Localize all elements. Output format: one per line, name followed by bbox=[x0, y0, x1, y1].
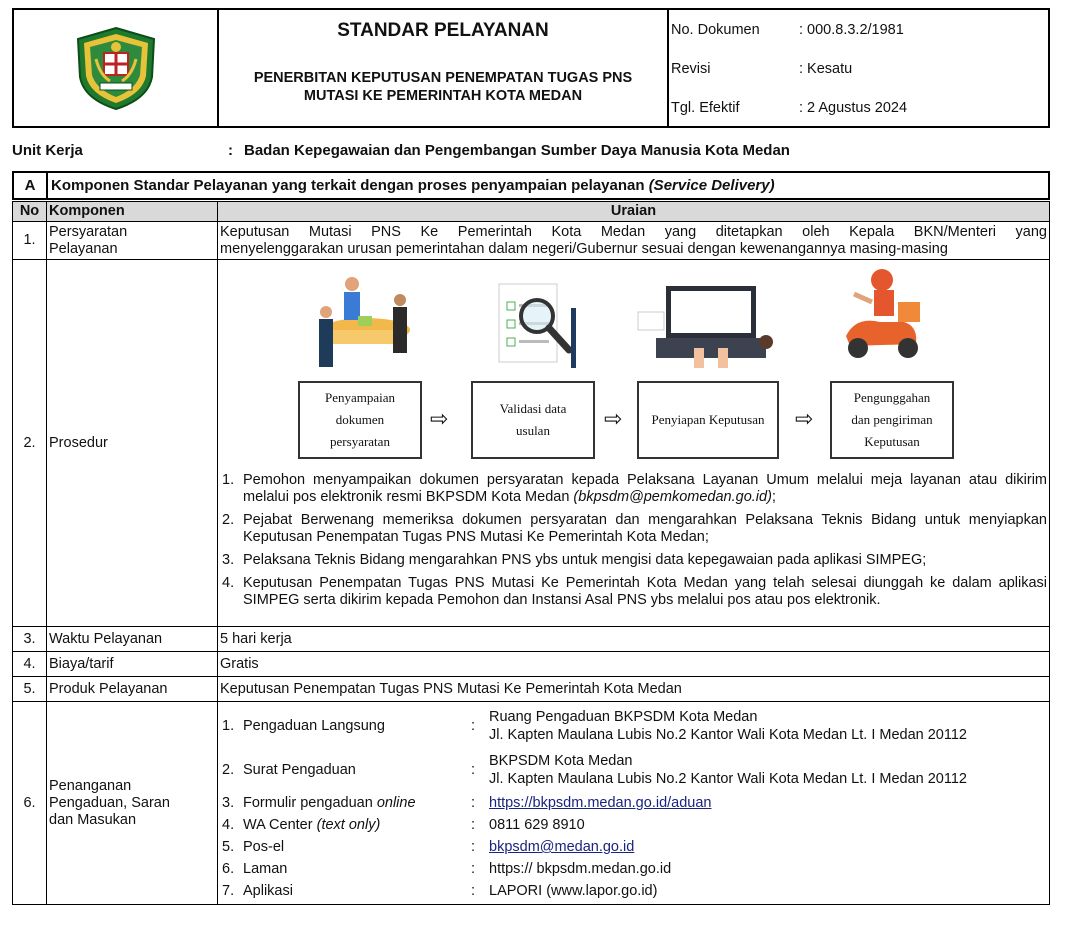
laptop-work-illustration-icon bbox=[636, 282, 778, 370]
step-text: Pelaksana Teknis Bidang mengarahkan PNS ybs untuk mengisi data kepegawaian pada aplikasi SIMPEG; bbox=[243, 552, 927, 568]
channel-number: 4. bbox=[222, 817, 235, 833]
meta-row-revision bbox=[671, 49, 1048, 88]
flow-arrow-icon: ⇨ bbox=[430, 406, 449, 431]
row-uraian: Keputusan Penempatan Tugas PNS Mutasi Ke Pemerintah Kota Medan bbox=[218, 677, 1050, 702]
flow-text: Penyampaian bbox=[324, 390, 396, 405]
step-number: 1. bbox=[222, 472, 235, 488]
meta-label: Tgl. Efektif bbox=[671, 99, 740, 116]
channel-value bbox=[489, 752, 967, 788]
row-uraian: 5 hari kerja bbox=[218, 627, 1050, 652]
complaint-channel bbox=[218, 792, 1049, 814]
channel-colon: : bbox=[471, 762, 476, 778]
channel-label: Pos-el bbox=[243, 839, 285, 855]
channel-colon: : bbox=[471, 718, 476, 734]
uraian-line: menyelenggarakan urusan pemerintahan dalam negeri/Gubernur sesuai dengan kewenangannya masing-masing bbox=[220, 240, 948, 257]
flow-text: dan pengiriman bbox=[851, 412, 933, 427]
list-item bbox=[218, 552, 1049, 569]
row-komponen: Produk Pelayanan bbox=[47, 677, 218, 702]
complaint-form-link[interactable]: https://bkpsdm.medan.go.id/aduan bbox=[489, 795, 712, 811]
unit-colon: : bbox=[228, 142, 233, 159]
service-desk-illustration-icon bbox=[308, 272, 418, 377]
table-row bbox=[13, 627, 1050, 652]
table-row bbox=[13, 652, 1050, 677]
title-cell bbox=[219, 10, 669, 126]
kota-medan-emblem-icon bbox=[74, 25, 158, 111]
row-number: 2. bbox=[13, 260, 47, 627]
row-komponen bbox=[47, 702, 218, 905]
flow-text: Keputusan bbox=[864, 434, 920, 449]
step-number: 4. bbox=[222, 575, 235, 591]
channel-label: Aplikasi bbox=[243, 883, 293, 899]
channel-value-line: Jl. Kapten Maulana Lubis No.2 Kantor Wali Kota Medan Lt. I Medan 20112 bbox=[489, 727, 967, 743]
flow-step-preparation bbox=[637, 381, 779, 459]
list-item bbox=[218, 575, 1049, 609]
flow-text: usulan bbox=[516, 423, 550, 438]
row-uraian bbox=[218, 222, 1050, 260]
komponen-line: Pengaduan, Saran bbox=[49, 794, 170, 811]
channel-value-line: Ruang Pengaduan BKPSDM Kota Medan bbox=[489, 709, 758, 725]
complaint-channel bbox=[218, 704, 1049, 748]
table-row bbox=[13, 702, 1050, 905]
channel-label: Surat Pengaduan bbox=[243, 762, 356, 778]
procedure-steps bbox=[218, 472, 1049, 624]
document-subtitle bbox=[219, 69, 667, 105]
section-title-italic: (Service Delivery) bbox=[648, 177, 775, 194]
list-item bbox=[218, 472, 1049, 506]
komponen-line: dan Masukan bbox=[49, 811, 137, 828]
table-row bbox=[13, 222, 1050, 260]
header-no: No bbox=[13, 202, 47, 222]
channel-number: 7. bbox=[222, 883, 235, 899]
step-text-main: Pemohon menyampaikan dokumen persyaratan kepada Pelaksana Layanan Umum melalui meja layanan atau dikirim melalui pos elektronik resmi BKPSDM Kota Medan bbox=[243, 472, 1047, 505]
complaint-channel bbox=[218, 748, 1049, 792]
flow-text: persyaratan bbox=[330, 434, 390, 449]
table-row bbox=[13, 677, 1050, 702]
flow-text: Pengunggahan bbox=[853, 390, 931, 405]
step-text bbox=[243, 472, 1049, 506]
channel-colon: : bbox=[471, 817, 476, 833]
channel-value bbox=[489, 708, 967, 744]
channel-label: Pengaduan Langsung bbox=[243, 718, 385, 734]
meta-value: : 000.8.3.2/1981 bbox=[799, 21, 904, 38]
row-komponen bbox=[47, 222, 218, 260]
document-magnifier-illustration-icon bbox=[493, 278, 583, 370]
meta-label: No. Dokumen bbox=[671, 21, 760, 38]
flow-text: Validasi data bbox=[499, 401, 567, 416]
meta-row-document-number bbox=[671, 10, 1048, 49]
channel-value-line: Jl. Kapten Maulana Lubis No.2 Kantor Wali Kota Medan Lt. I Medan 20112 bbox=[489, 771, 967, 787]
website-url: https:// bkpsdm.medan.go.id bbox=[489, 861, 672, 877]
table-row bbox=[13, 260, 1050, 627]
delivery-scooter-illustration-icon bbox=[836, 266, 928, 366]
channel-colon: : bbox=[471, 839, 476, 855]
meta-value: : 2 Agustus 2024 bbox=[799, 99, 908, 116]
channel-number: 3. bbox=[222, 795, 235, 811]
channel-colon: : bbox=[471, 795, 476, 811]
flow-text: Penyiapan Keputusan bbox=[651, 412, 765, 427]
channel-label: Laman bbox=[243, 861, 288, 877]
flow-step-submission bbox=[298, 381, 422, 459]
row-number: 6. bbox=[13, 702, 47, 905]
channel-label-italic: (text only) bbox=[316, 817, 381, 833]
procedure-flowchart bbox=[218, 260, 1049, 472]
channel-colon: : bbox=[471, 883, 476, 899]
section-title bbox=[48, 177, 775, 194]
channel-label-text: Formulir pengaduan bbox=[243, 795, 377, 811]
komponen-line: Penanganan bbox=[49, 777, 132, 794]
row-uraian: Gratis bbox=[218, 652, 1050, 677]
komponen-line: Persyaratan bbox=[49, 223, 128, 240]
document-meta bbox=[669, 10, 1048, 126]
uraian-line: Keputusan Mutasi PNS Ke Pemerintah Kota Medan yang ditetapkan oleh Kepala BKN/Menteri yang bbox=[220, 223, 1047, 240]
step-number: 3. bbox=[222, 552, 235, 568]
channel-value-line: BKPSDM Kota Medan bbox=[489, 753, 633, 769]
header-komponen: Komponen bbox=[47, 202, 218, 222]
unit-value: Badan Kepegawaian dan Pengembangan Sumber Daya Manusia Kota Medan bbox=[244, 142, 790, 159]
flow-arrow-icon: ⇨ bbox=[604, 406, 623, 431]
row-komponen: Waktu Pelayanan bbox=[47, 627, 218, 652]
email-link[interactable]: bkpsdm@medan.go.id bbox=[489, 839, 635, 855]
header-uraian: Uraian bbox=[218, 202, 1050, 222]
row-number: 1. bbox=[13, 222, 47, 260]
flow-text: dokumen bbox=[335, 412, 385, 427]
subtitle-line: MUTASI KE PEMERINTAH KOTA MEDAN bbox=[303, 88, 583, 104]
flow-step-upload-delivery bbox=[830, 381, 954, 459]
channel-colon: : bbox=[471, 861, 476, 877]
channel-label-italic: online bbox=[376, 795, 416, 811]
complaint-channel bbox=[218, 814, 1049, 836]
row-number: 3. bbox=[13, 627, 47, 652]
section-a-header bbox=[12, 171, 1050, 200]
step-text-tail: ; bbox=[771, 489, 776, 505]
channel-label bbox=[243, 816, 471, 834]
komponen-line: Pelayanan bbox=[49, 240, 118, 257]
channel-label-text: WA Center bbox=[243, 817, 317, 833]
document-title: STANDAR PELAYANAN bbox=[337, 20, 549, 41]
table-header-row bbox=[13, 202, 1050, 222]
complaint-channel bbox=[218, 880, 1049, 902]
flow-step-validation bbox=[471, 381, 595, 459]
unit-label: Unit Kerja bbox=[12, 142, 83, 159]
channel-number: 1. bbox=[222, 718, 235, 734]
row-komponen: Biaya/tarif bbox=[47, 652, 218, 677]
document-header bbox=[12, 8, 1050, 128]
application-name: LAPORI (www.lapor.go.id) bbox=[489, 883, 658, 899]
step-text: Keputusan Penempatan Tugas PNS Mutasi Ke Pemerintah Kota Medan yang telah selesai diunggah ke dalam aplikasi SIMPEG serta dikirim kepada Pemohon dan Instansi Asal PNS ybs melalui pos atau pos elektronik. bbox=[243, 575, 1047, 608]
meta-label: Revisi bbox=[671, 60, 711, 77]
row-uraian bbox=[218, 260, 1050, 627]
section-letter: A bbox=[14, 173, 48, 198]
list-item bbox=[218, 512, 1049, 546]
step-text-italic: (bkpsdm@pemkomedan.go.id) bbox=[573, 489, 772, 505]
complaint-channel bbox=[218, 858, 1049, 880]
logo-cell bbox=[14, 10, 219, 126]
whatsapp-number: 0811 629 8910 bbox=[489, 817, 585, 833]
complaint-channel bbox=[218, 836, 1049, 858]
step-text: Pejabat Berwenang memeriksa dokumen persyaratan dan mengarahkan Pelaksana Teknis Bidang untuk menyiapkan Keputusan Penempatan Tugas PNS Mutasi Ke Pemerintah Kota Medan; bbox=[243, 512, 1047, 545]
row-komponen: Prosedur bbox=[47, 260, 218, 627]
channel-number: 2. bbox=[222, 762, 235, 778]
section-title-text: Komponen Standar Pelayanan yang terkait dengan proses penyampaian pelayanan bbox=[51, 177, 645, 194]
service-standard-table bbox=[12, 201, 1050, 905]
row-uraian bbox=[218, 702, 1050, 905]
step-number: 2. bbox=[222, 512, 235, 528]
meta-value: : Kesatu bbox=[799, 60, 853, 77]
channel-number: 5. bbox=[222, 839, 235, 855]
row-number: 5. bbox=[13, 677, 47, 702]
unit-kerja-line bbox=[12, 142, 1052, 159]
subtitle-line: PENERBITAN KEPUTUSAN PENEMPATAN TUGAS PNS bbox=[253, 70, 633, 86]
channel-number: 6. bbox=[222, 861, 235, 877]
meta-row-effective-date bbox=[671, 88, 1048, 127]
channel-label bbox=[243, 794, 471, 812]
flow-arrow-icon: ⇨ bbox=[795, 406, 814, 431]
row-number: 4. bbox=[13, 652, 47, 677]
